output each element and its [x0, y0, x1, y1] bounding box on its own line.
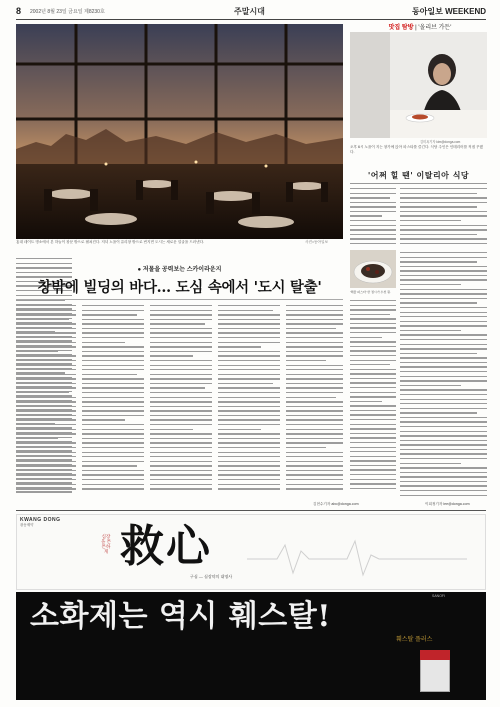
date-line: 2002년 8월 23일 금요일 제8230호 [30, 9, 105, 15]
side-box-tag: 맛집 탐방 | '올리브 가든' [388, 25, 452, 31]
food-photo [350, 250, 396, 288]
ad2-right-text: 훼스탈 플러스 [396, 637, 433, 643]
main-article-text-col-a [16, 305, 76, 498]
main-article-text-col-e [286, 305, 343, 498]
right-head-rule [350, 183, 487, 184]
ad-divider [16, 510, 486, 511]
main-article-byline: 김현수기자 abc@donga.com [313, 502, 359, 506]
ad2-big-text: 소화제는 역시 훼스탈! [30, 599, 331, 634]
ad1-vertical-text: 심장을 튼튼하게 [100, 535, 112, 555]
right-article-headline: '어쩌 힐 땐' 이탈리아 식당 [367, 170, 470, 180]
right-article-byline: 이희정기자 lee@donga.com [425, 502, 470, 506]
main-article-kicker: ● 저물을 공력보는 스카이라운지 [137, 267, 222, 273]
right-article-body-top [400, 188, 487, 248]
ad1-sub-text: 구심 — 심장약의 대명사 [190, 574, 233, 579]
side-photo-credit: 김미옥기자 kim@donga.com [420, 140, 461, 144]
right-article-body-col2 [400, 252, 487, 498]
page-number: 8 [16, 6, 22, 16]
side-tag-title: '올리브 가든' [418, 25, 452, 31]
main-photo-caption: 홍대 데이트 명소에서 본 하늘이 창문 밖으로 펼쳐진다. 저녁 노을이 유리창 밖으로 번지면 도시는 새로운 얼굴을 드러낸다. [16, 240, 205, 244]
main-photo [16, 24, 343, 239]
main-article-text-col-b [82, 305, 144, 498]
side-photo-caption: 오후 6시 노을이 지는 창가에 앉아 파스타를 즐긴다. 식당 주인은 인테리어를 직접 꾸몄다. [350, 145, 484, 154]
ad2-product-band [420, 650, 450, 660]
ad2-corner-text: SANOFI [432, 594, 446, 598]
advertisement-kusim[interactable] [16, 514, 486, 590]
side-tag-label: 맛집 탐방 [388, 25, 414, 31]
main-article-text-col-c [150, 305, 212, 498]
main-article-text-col-d [218, 305, 280, 498]
food-photo-caption: '해물 파스타' 한 접시가 수천 원. [350, 290, 391, 294]
ad1-brand: KWANG DONG [20, 517, 61, 523]
main-photo-credit: 사진=동아일보 [305, 240, 328, 244]
section-name: 주말시대 [234, 7, 265, 16]
woman-photo [350, 32, 487, 138]
main-article-headline: 창밖에 빌딩의 바다… 도심 속에서 '도시 탈출' [37, 279, 322, 296]
brand-name: 동아일보 WEEKEND [411, 7, 486, 16]
headline-rule [16, 299, 343, 300]
header-rule [16, 19, 486, 20]
ad1-big-text: 救心 [120, 521, 212, 572]
right-article-body-lead [350, 188, 396, 246]
ad1-brand-sub: 광동제약 [20, 523, 34, 527]
page-header [16, 6, 486, 20]
right-article-body-col1 [350, 300, 396, 498]
